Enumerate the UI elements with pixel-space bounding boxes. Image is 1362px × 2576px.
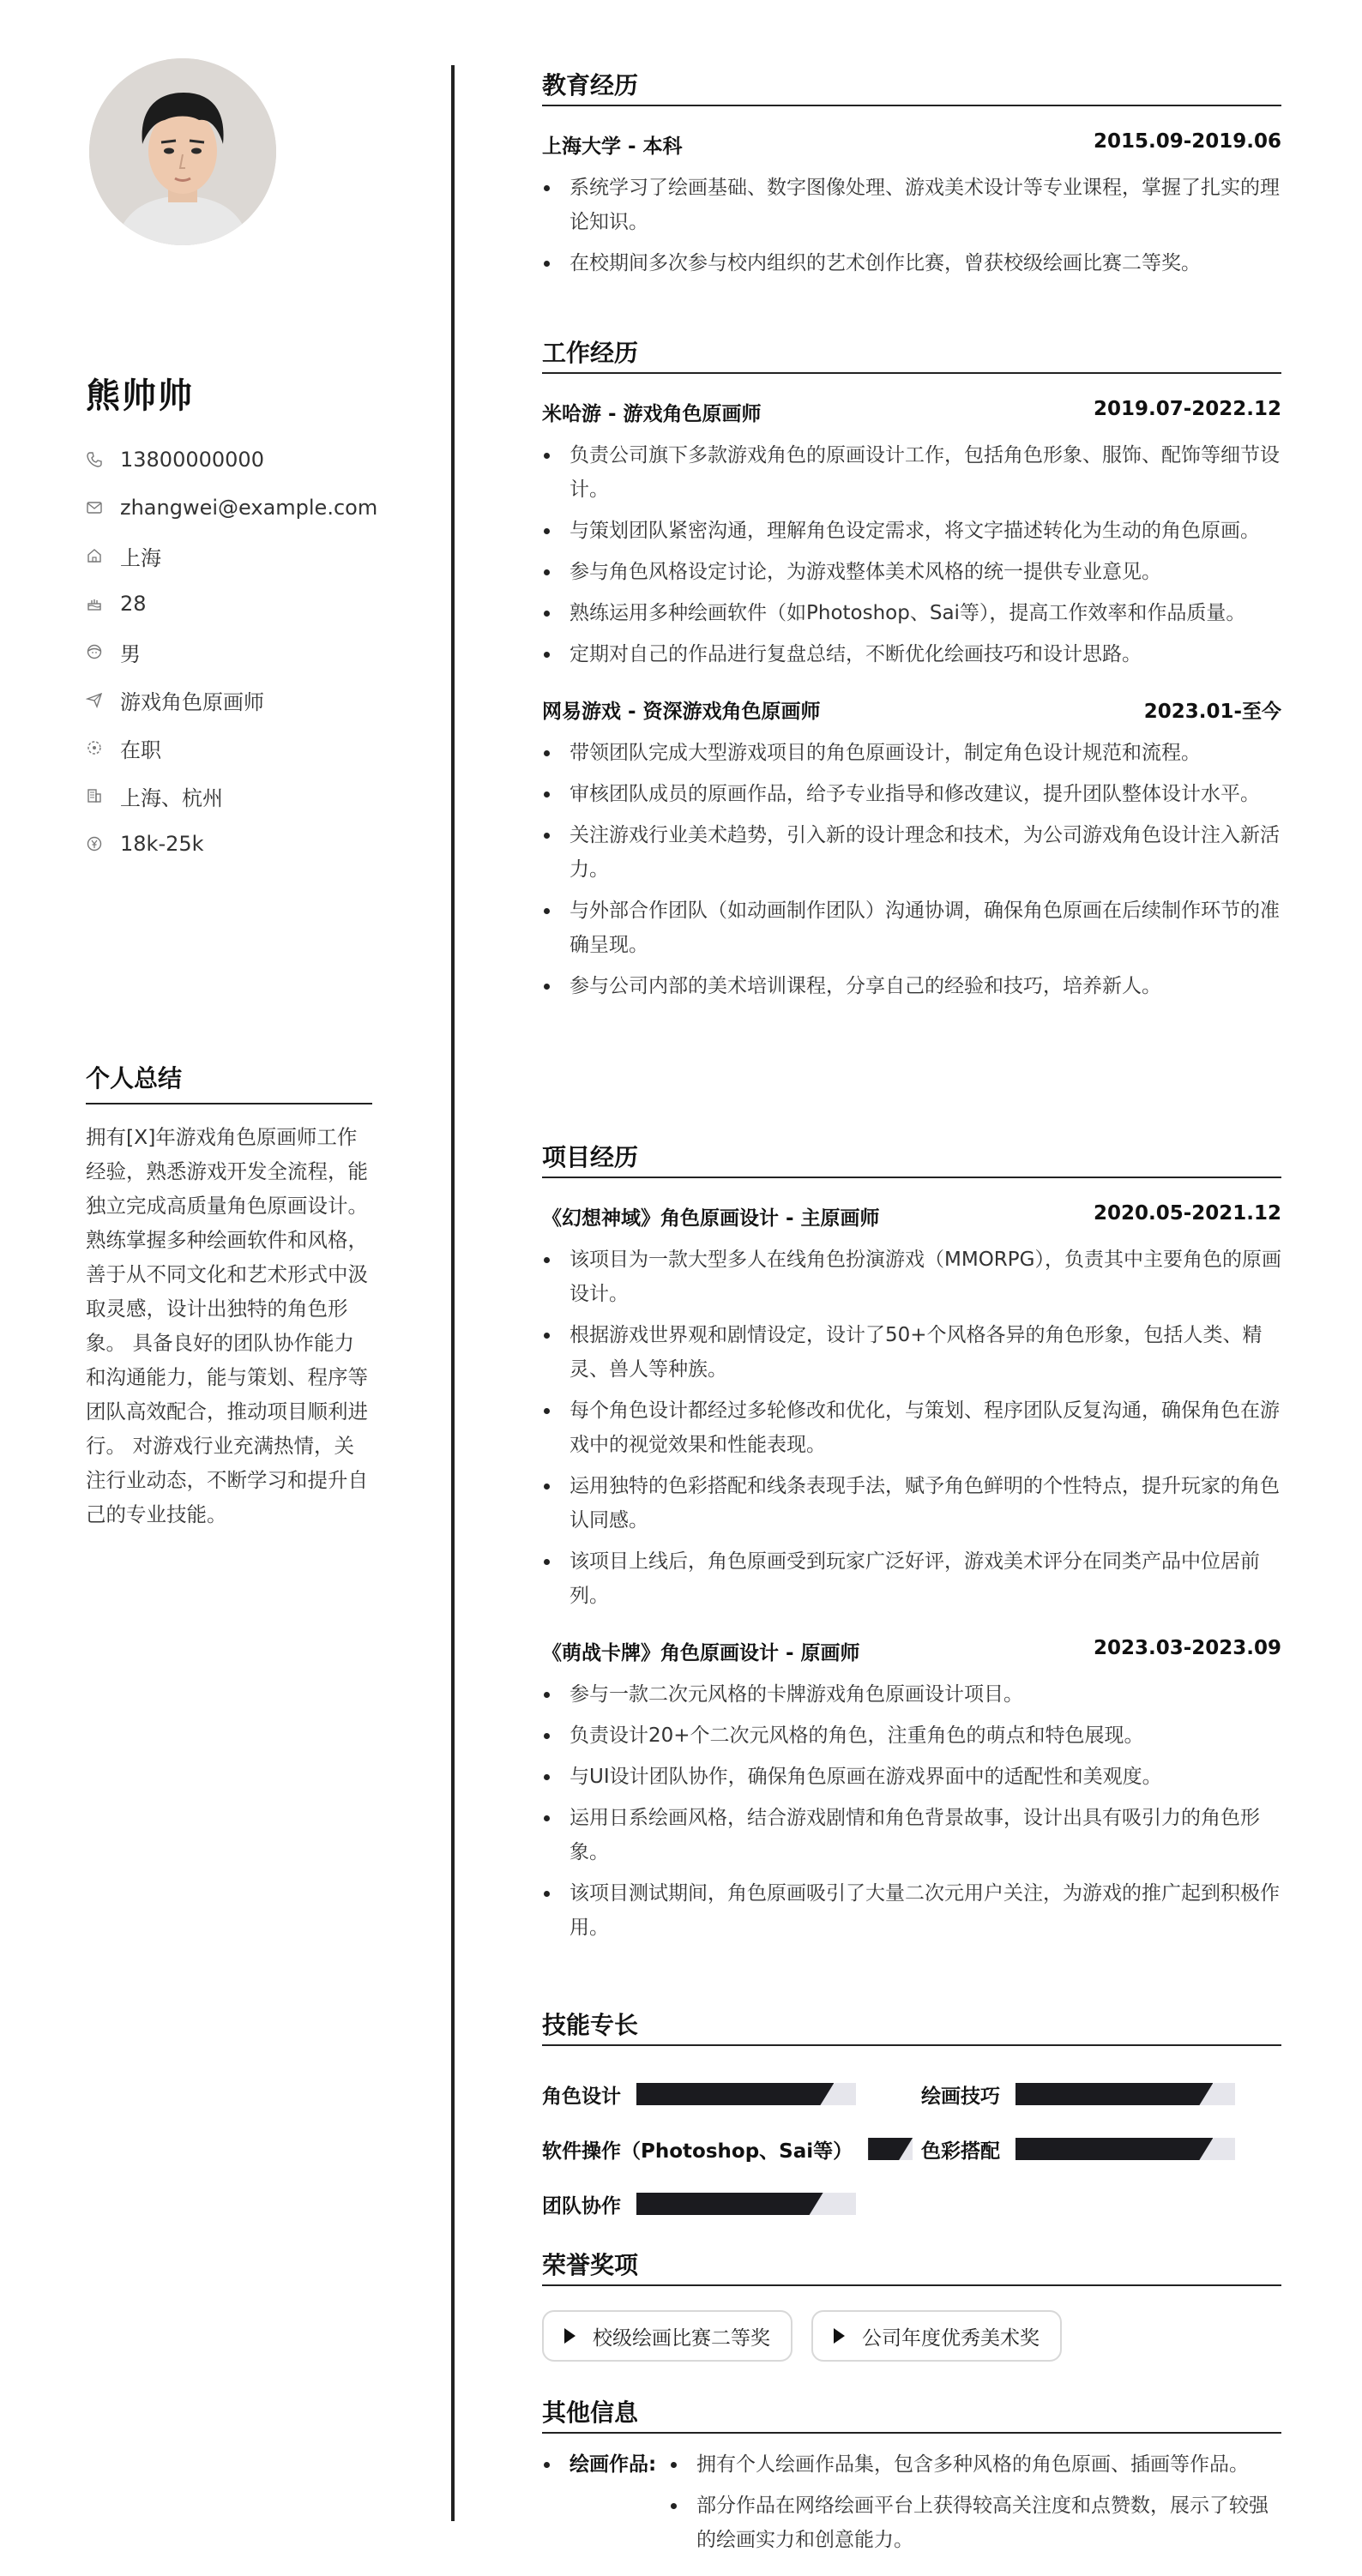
list-item: 运用日系绘画风格，结合游戏剧情和角色背景故事，设计出具有吸引力的角色形象。 [542,1801,1281,1869]
project-header [542,1202,1281,1231]
job-bullets [542,736,1281,1003]
salary-icon [86,835,103,852]
job-company: 网易游戏 - 资深游戏角色原画师 [542,701,821,723]
send-icon [86,691,103,708]
skill-bar [868,2138,913,2160]
honor-tag [542,2310,792,2362]
mail-icon [86,499,103,516]
project-bullets [542,1677,1281,1945]
info-city [86,532,377,580]
skill-bar-fill [636,2083,834,2105]
job-bullets [542,438,1281,671]
avatar [89,58,276,245]
age-text: 28 [120,592,147,616]
other-section [542,2394,1281,2566]
other-title: 其他信息 [542,2394,1281,2434]
skill-bar-fill [1015,2083,1213,2105]
job-header [542,398,1281,426]
list-item: 负责设计20+个二次元风格的角色，注重角色的萌点和特色展现。 [542,1718,1281,1753]
skill-label: 色彩搭配 [921,2140,1000,2163]
skill-bar-fill [1015,2138,1213,2160]
summary-text: 拥有[X]年游戏角色原画师工作经验，熟悉游戏开发全流程，能独立完成高质量角色原画设计。 熟练掌握多种绘画软件和风格，善于从不同文化和艺术形式中汲取灵感，设计出独特的角色形象。 具备良好的团队协作能力和沟通能力，能与策划、程序等团队高效配合，推动项目顺利进行。 对游戏行业充满热情，关注行业动态，不断学习和提升自己的专业技能。 [86,1125,368,1526]
project-name: 《萌战卡牌》角色原画设计 - 原画师 [542,1642,860,1664]
project-date: 2023.03-2023.09 [1093,1637,1281,1659]
play-icon [564,2328,576,2344]
project-bullets [542,1243,1281,1613]
honors-title: 荣誉奖项 [542,2247,1281,2286]
honor-tag [811,2310,1062,2362]
projects-section [542,1139,1281,1952]
status-text: 在职 [120,737,161,762]
info-phone [86,436,377,484]
list-item: 该项目为一款大型多人在线角色扮演游戏（MMORPG），负责其中主要角色的原画设计。 [542,1243,1281,1311]
work-section [542,334,1281,1010]
job-date: 2019.07-2022.12 [1093,398,1281,420]
email-text: zhangwei@example.com [120,496,378,520]
list-item: 与策划团队紧密沟通，理解角色设定需求，将文字描述转化为生动的角色原画。 [542,514,1281,548]
info-salary [86,820,377,868]
list-item: 熟练运用多种绘画软件（如Photoshop、Sai等），提高工作效率和作品质量。 [542,596,1281,630]
phone-text: 13800000000 [120,448,264,472]
info-email [86,484,377,532]
skill-item [542,2077,856,2111]
project-header [542,1637,1281,1665]
skills-section [542,2007,1281,2230]
summary-title: 个人总结 [86,1060,372,1104]
honor-label: 公司年度优秀美术奖 [862,2326,1040,2350]
gender-icon [86,643,103,660]
list-item: 参与公司内部的美术培训课程，分享自己的经验和技巧，培养新人。 [542,969,1281,1003]
skill-label: 角色设计 [542,2085,621,2108]
education-header [542,130,1281,159]
job-header [542,695,1281,724]
list-item: 每个角色设计都经过多轮修改和优化，与策划、程序团队反复沟通，确保角色在游戏中的视觉效果和性能表现。 [542,1393,1281,1462]
list-item: 部分作品在网络绘画平台上获得较高关注度和点赞数，展示了较强的绘画实力和创意能力。 [669,2489,1281,2557]
project-date: 2020.05-2021.12 [1093,1202,1281,1225]
list-item: 关注游戏行业美术趋势，引入新的设计理念和技术，为公司游戏角色设计注入新活力。 [542,818,1281,887]
skill-label: 绘画技巧 [921,2085,1000,2108]
list-item: 运用独特的色彩搭配和线条表现手法，赋予角色鲜明的个性特点，提升玩家的角色认同感。 [542,1469,1281,1538]
education-title: 教育经历 [542,67,1281,106]
info-age [86,580,377,628]
list-item: 参与角色风格设定讨论，为游戏整体美术风格的统一提供专业意见。 [542,555,1281,589]
skill-bar [636,2193,856,2215]
position-text: 游戏角色原画师 [120,689,264,714]
city-text: 上海 [120,545,161,570]
other-bullets [669,2447,1281,2564]
skills-title: 技能专长 [542,2007,1281,2046]
skill-bar [1015,2138,1235,2160]
avatar-portrait [89,58,276,245]
list-item: 根据游戏世界观和剧情设定，设计了50+个风格各异的角色形象，包括人类、精灵、兽人等种族。 [542,1318,1281,1387]
list-item: 在校期间多次参与校内组织的艺术创作比赛，曾获校级绘画比赛二等奖。 [542,246,1281,280]
education-bullets [542,171,1281,280]
honors-section [542,2247,1281,2367]
skill-label: 软件操作（Photoshop、Sai等） [542,2140,853,2163]
bullet-dot [544,2462,550,2468]
skill-item [542,2187,856,2221]
column-divider [451,65,455,2521]
skill-label: 团队协作 [542,2194,621,2218]
skill-item [542,2132,913,2166]
list-item: 定期对自己的作品进行复盘总结，不断优化绘画技巧和设计思路。 [542,637,1281,671]
info-position [86,676,377,724]
play-icon [834,2328,845,2344]
list-item: 负责公司旗下多款游戏角色的原画设计工作，包括角色形象、服饰、配饰等细节设计。 [542,438,1281,507]
honor-label: 校级绘画比赛二等奖 [593,2326,770,2350]
job-company: 米哈游 - 游戏角色原画师 [542,403,762,425]
skill-bar [1015,2083,1235,2105]
salary-text: 18k-25k [120,832,204,856]
other-label: 绘画作品: [570,2453,657,2476]
job-date: 2023.01-至今 [1143,701,1281,723]
profile-name: 熊帅帅 [86,376,194,416]
list-item: 审核团队成员的原画作品，给予专业指导和修改建议，提升团队整体设计水平。 [542,777,1281,811]
list-item: 参与一款二次元风格的卡牌游戏角色原画设计项目。 [542,1677,1281,1712]
home-icon [86,547,103,564]
gender-text: 男 [120,641,141,666]
list-item: 该项目测试期间，角色原画吸引了大量二次元用户关注，为游戏的推广起到积极作用。 [542,1876,1281,1945]
school-name: 上海大学 - 本科 [542,135,683,158]
skill-item [921,2077,1235,2111]
info-gender [86,628,377,676]
cake-icon [86,595,103,612]
contact-info-list [86,436,377,868]
status-icon [86,739,103,756]
info-status [86,724,377,772]
info-location [86,772,377,820]
sidebar [0,0,453,2576]
education-date: 2015.09-2019.06 [1093,130,1281,153]
list-item: 与UI设计团队协作，确保角色原画在游戏界面中的适配性和美观度。 [542,1760,1281,1794]
skill-bar [636,2083,856,2105]
education-section [542,67,1281,287]
skill-item [921,2132,1235,2166]
skill-bar-fill [868,2138,913,2160]
project-name: 《幻想神域》角色原画设计 - 主原画师 [542,1207,880,1230]
skill-bar-fill [636,2193,823,2215]
location-text: 上海、杭州 [120,785,223,810]
list-item: 该项目上线后，角色原画受到玩家广泛好评，游戏美术评分在同类产品中位居前列。 [542,1544,1281,1613]
work-title: 工作经历 [542,334,1281,374]
building-icon [86,787,103,804]
list-item: 与外部合作团队（如动画制作团队）沟通协调，确保角色原画在后续制作环节的准确呈现。 [542,894,1281,962]
phone-icon [86,451,103,468]
list-item: 带领团队完成大型游戏项目的角色原画设计，制定角色设计规范和流程。 [542,736,1281,770]
projects-title: 项目经历 [542,1139,1281,1178]
list-item: 系统学习了绘画基础、数字图像处理、游戏美术设计等专业课程，掌握了扎实的理论知识。 [542,171,1281,239]
list-item: 拥有个人绘画作品集，包含多种风格的角色原画、插画等作品。 [669,2447,1281,2482]
